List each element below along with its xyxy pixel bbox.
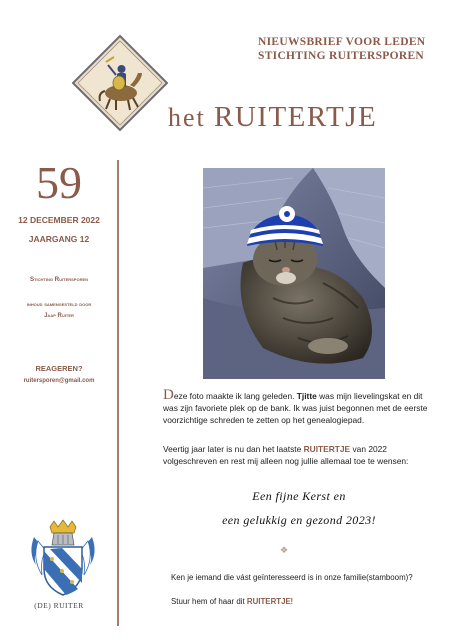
issue-number: 59 xyxy=(36,157,82,208)
ornament-divider: ❖ xyxy=(280,545,289,555)
cat-name: Tjitte xyxy=(296,391,317,401)
foundation-subtitle: STICHTING RUITERSPOREN xyxy=(258,50,425,62)
photo-caption-paragraph xyxy=(163,387,435,426)
body-text-1: Veertig jaar later is nu dan het laatste xyxy=(163,444,304,454)
cta-paragraph xyxy=(171,596,426,608)
cta-text-1: Stuur hem of haar dit xyxy=(171,597,247,606)
dropcap-letter: D xyxy=(163,387,174,403)
cat-photo xyxy=(203,168,385,379)
greeting-line-2: een gelukkig en gezond 2023! xyxy=(222,513,376,527)
newsletter-subtitle: NIEUWSBRIEF VOOR LEDEN xyxy=(258,36,426,48)
foundation-name: Stichting Ruitersporen xyxy=(29,276,89,283)
cta-brand: RUITERTJE xyxy=(246,597,291,606)
coat-of-arms-icon xyxy=(28,519,98,597)
greeting-line-1: Een fijne Kerst en xyxy=(252,489,346,503)
cta-text-2: ! xyxy=(290,597,293,606)
masthead-brand: RUITERTJE xyxy=(214,101,378,133)
sidebar-divider xyxy=(117,160,119,626)
masthead-prefix: het xyxy=(168,103,206,132)
logo-horse-rider-icon xyxy=(72,35,168,131)
caption-text-2: was mijn lievelingskat en dit was zijn favoriete plek op de bank. Ik was juist begonnen met de eerste voorzichtige schreden te zetten op het genealogiepad. xyxy=(163,391,428,425)
masthead-title xyxy=(168,101,377,134)
contact-email-link[interactable]: ruitersporen@gmail.com xyxy=(23,378,95,384)
body-text-2: van 2022 volgeschreven en rest mij alleen nog jullie allemaal toe te wensen: xyxy=(163,444,409,466)
compiled-by xyxy=(0,300,118,322)
body-paragraph xyxy=(163,443,435,467)
issue-volume: JAARGANG 12 xyxy=(28,234,90,244)
caption-text-1: eze foto maakte ik lang geleden. xyxy=(173,391,297,401)
body-brand: RUITERTJE xyxy=(303,444,351,454)
compiled-by-label: inhoud samengesteld door xyxy=(26,302,92,308)
crest-caption: (DE) RUITER xyxy=(34,601,84,610)
react-label: REAGEREN? xyxy=(35,364,83,373)
issue-date: 12 DECEMBER 2022 xyxy=(18,215,100,225)
compiler-name: Jaap Ruiter xyxy=(44,313,74,319)
question-paragraph: Ken je iemand die vást geïnteresseerd is in onze familie(stamboom)? xyxy=(171,573,413,582)
